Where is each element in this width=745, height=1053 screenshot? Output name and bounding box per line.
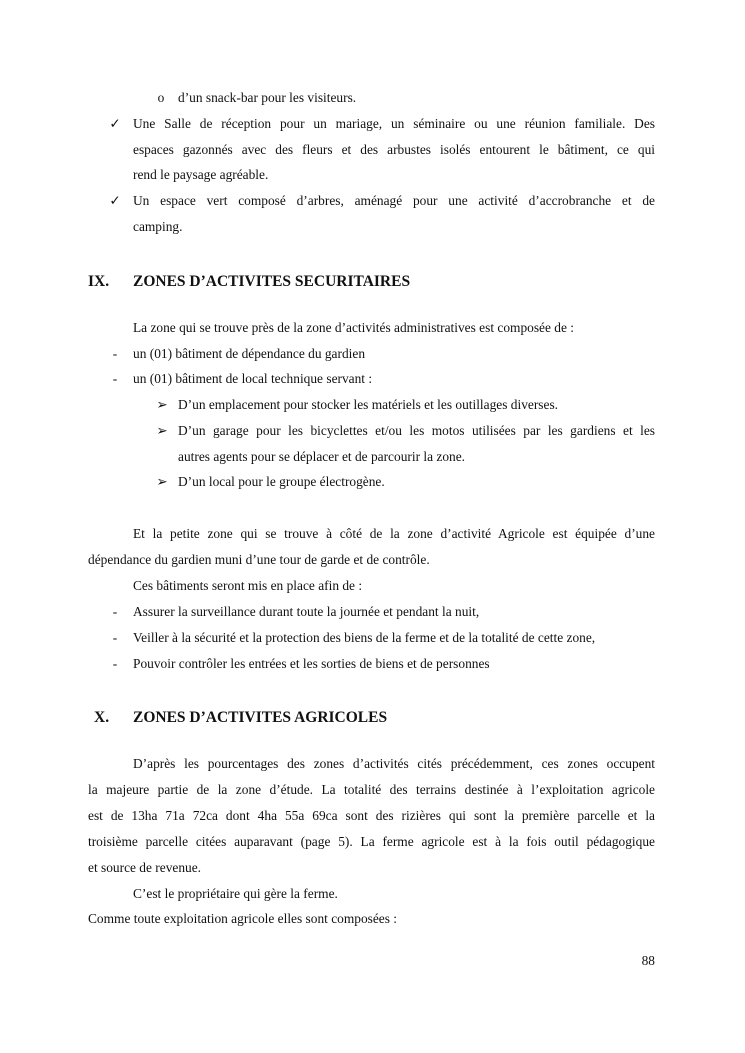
sub-bullet-text: d’un snack-bar pour les visiteurs.: [178, 90, 357, 105]
dash-marker: -: [112, 346, 118, 361]
check1-line2: espaces gazonnés avec des fleurs et des arbustes isolés entourent le bâtiment, ce qui: [133, 142, 655, 157]
para2-line1: Et la petite zone qui se trouve à côté de la zone d’activité Agricole est équipée d’une: [133, 526, 655, 541]
section-x-para3: Comme toute exploitation agricole elles sont composées :: [88, 911, 398, 926]
arrow-item-2-line1: D’un garage pour les bicyclettes et/ou les motos utilisées par les gardiens et les: [178, 423, 655, 438]
page-number: 88: [641, 953, 655, 968]
check1-line1: Une Salle de réception pour un mariage, un séminaire ou une réunion familiale. Des: [133, 116, 655, 131]
section-ix-intro: La zone qui se trouve près de la zone d’activités administratives est composée de :: [133, 320, 574, 335]
section-x-para1-line2: la majeure partie de la zone d’étude. La totalité des terrains destinée à l’exploitation agricole: [88, 782, 655, 797]
arrow-item-1: D’un emplacement pour stocker les matériels et les outillages diverses.: [178, 397, 559, 412]
section-x-para2: C’est le propriétaire qui gère la ferme.: [133, 886, 338, 901]
check2-line2: camping.: [133, 219, 183, 234]
dash-marker: -: [112, 656, 118, 671]
section-x-para1-line4: troisième parcelle citées auparavant (page 5). La ferme agricole est à la fois outil pédagogique: [88, 834, 655, 849]
dash-marker: -: [112, 371, 118, 386]
section-x-title: ZONES D’ACTIVITES AGRICOLES: [133, 709, 388, 726]
check1-line3: rend le paysage agréable.: [133, 167, 269, 182]
section-x-para1-line1: D’après les pourcentages des zones d’activités cités précédemment, ces zones occupent: [133, 756, 655, 771]
arrow-item-2-line2: autres agents pour se déplacer et de parcourir la zone.: [178, 449, 466, 464]
arrow-bullet-icon: ➢: [156, 397, 168, 412]
purpose-item-1: Assurer la surveillance durant toute la journée et pendant la nuit,: [133, 604, 480, 619]
check-icon: ✓: [109, 193, 121, 208]
sub-bullet-marker: o: [157, 90, 165, 105]
section-x-para1-line5: et source de revenue.: [88, 860, 202, 875]
para2-line2: dépendance du gardien muni d’une tour de garde et de contrôle.: [88, 552, 430, 567]
dash-marker: -: [112, 630, 118, 645]
check-icon: ✓: [109, 116, 121, 131]
section-x-number: X.: [94, 709, 110, 726]
para3: Ces bâtiments seront mis en place afin de :: [133, 578, 363, 593]
purpose-item-3: Pouvoir contrôler les entrées et les sorties de biens et de personnes: [133, 656, 490, 671]
check2-line1: Un espace vert composé d’arbres, aménagé pour une activité d’accrobranche et de: [133, 193, 655, 208]
dash-marker: -: [112, 604, 118, 619]
section-x-para1-line3: est de 13ha 71a 72ca dont 4ha 55a 69ca sont des rizières qui sont la première parcelle et la: [88, 808, 655, 823]
arrow-item-3: D’un local pour le groupe électrogène.: [178, 474, 385, 489]
arrow-bullet-icon: ➢: [156, 474, 168, 489]
purpose-item-2: Veiller à la sécurité et la protection des biens de la ferme et de la totalité de cette zone,: [133, 630, 596, 645]
dash-item-2: un (01) bâtiment de local technique servant :: [133, 371, 373, 386]
section-ix-number: IX.: [88, 273, 110, 290]
arrow-bullet-icon: ➢: [156, 423, 168, 438]
section-ix-title: ZONES D’ACTIVITES SECURITAIRES: [133, 273, 411, 290]
dash-item-1: un (01) bâtiment de dépendance du gardien: [133, 346, 366, 361]
